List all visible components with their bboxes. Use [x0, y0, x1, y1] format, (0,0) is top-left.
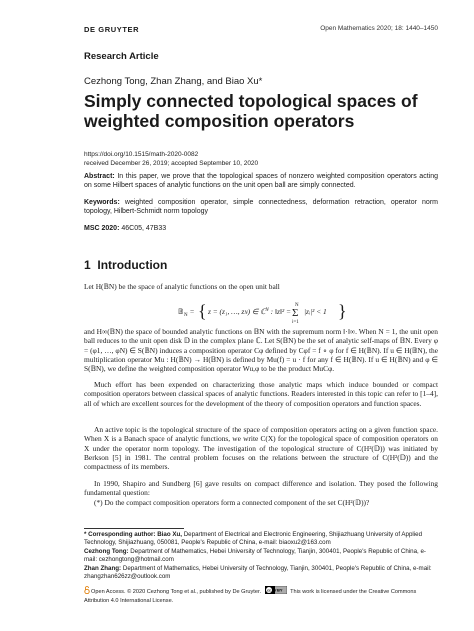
- received-dates: received December 26, 2019; accepted September 10, 2020: [84, 160, 259, 167]
- license-footer: [84, 586, 438, 605]
- svg-text:z = (z₁, …, zN) ∈ ℂN : ‖z‖² =: z = (z₁, …, zN) ∈ ℂ$^N$ : ‖z‖² =: [208, 307, 291, 316]
- svg-text:=: =: [190, 307, 195, 316]
- footnote-text: Department of Mathematics, Hebei University of Technology, Tianjin, 300401, People's Republic of China, e-mail: zhangzhan626zz@outlook.com: [84, 565, 432, 581]
- msc-label: MSC 2020:: [84, 225, 120, 232]
- article-title: Simply connected topological spaces of weighted composition operators: [84, 91, 418, 131]
- svg-text:i=1: i=1: [292, 320, 299, 325]
- paragraph-3: Much effort has been expended on characterizing those analytic maps which induce bounded or compact composition operators between classical spaces of analytic functions. Readers interested in this topic can refer to [1–4], all of which are excellent sources for the development of the theory of composition operators and function spaces.: [84, 380, 438, 408]
- svg-text:}: }: [338, 301, 347, 321]
- paragraph-1: Let H(𝔹N) be the space of analytic functions on the open unit ball: [84, 282, 280, 291]
- article-meta: [84, 150, 258, 168]
- footnote-divider: [84, 528, 184, 529]
- footnote-author-zhang: [84, 565, 438, 582]
- article-type: Research Article: [84, 51, 159, 62]
- running-header: [84, 25, 438, 37]
- section-title: Introduction: [97, 258, 168, 272]
- journal-citation: Open Mathematics 2020; 18: 1440–1450: [320, 25, 438, 32]
- paragraph-6: (*) Do the compact composition operators form a connected component of the set C(H²(𝔻))?: [94, 498, 370, 507]
- svg-text:cc BY: cc BY: [266, 588, 277, 593]
- equation-graphic: [178, 297, 348, 327]
- abstract: [84, 172, 438, 191]
- svg-text:N: N: [184, 313, 188, 318]
- footnote-corresponding-author: [84, 531, 438, 548]
- footnote-label: * Corresponding author: Biao Xu,: [84, 531, 182, 538]
- paragraph-4: An active topic is the topological structure of the space of composition operators acting on a given function space. When X is a Banach space of analytic functions, we write C(X) for the topological space of composition operators on X under the operator norm topology. The investigation of the topological structure of C(H²(𝔻)) was initiated by Berkson [5] in 1981. The central problem focuses on the relations between the structure of C(H²(𝔻)) and the compactness of its members.: [84, 425, 438, 472]
- footnote-label: Zhan Zhang:: [84, 565, 122, 572]
- license-text-left: Open Access. © 2020 Cezhong Tong et al., published by De Gruyter.: [91, 589, 262, 595]
- cc-by-badge[interactable]: [265, 586, 287, 598]
- keywords-label: Keywords:: [84, 199, 120, 206]
- paragraph-2: and H∞(𝔹N) the space of bounded analytic functions on 𝔹N with the supremum norm ‖·‖∞. When N = 1, the unit open ball reduces to the unit open disk 𝔻 in the complex plane ℂ. Let S(𝔹N) be the set of analytic self-maps of 𝔹N. Every φ = (φ1, …, φN) ∈ S(𝔹N) induces a composition operator Cφ defined by Cφf = f ∘ φ for f ∈ H(𝔹N). If u ∈ H(𝔹N), the multiplication operator Mu : H(𝔹N) → H(𝔹N) is defined by Mu(f) = u · f for any f ∈ H(𝔹N). If u ∈ H(𝔹N) and φ ∈ S(𝔹N), we define the weighted composition operator Wu,φ to be the product MuCφ.: [84, 327, 438, 374]
- keywords-text: weighted composition operator, simple connectedness, deformation retraction, operator norm topology, Hilbert-Schmidt norm topology: [84, 199, 438, 216]
- paragraph-5: In 1990, Shapiro and Sundberg [6] gave results on compact difference and isolation. They posed the following fundamental question:: [84, 479, 438, 498]
- section-heading: [84, 258, 167, 272]
- author-list: Cezhong Tong, Zhan Zhang, and Biao Xu*: [84, 76, 263, 87]
- svg-text:N: N: [295, 303, 299, 308]
- footnote-text: Department of Electrical and Electronic Engineering, Shijiazhuang University of Applied Technology, Shijiazhuang, 050081, People's Republic of China, e-mail: biaoxu2@163.com: [84, 531, 423, 547]
- abstract-label: Abstract:: [84, 173, 115, 180]
- display-equation: [178, 297, 348, 323]
- abstract-text: In this paper, we prove that the topological spaces of nonzero weighted composition operators acting on some Hilbert spaces of analytic functions on the unit open ball are simply connected.: [84, 173, 438, 190]
- msc-codes: 46C05, 47B33: [121, 225, 167, 232]
- doi-link[interactable]: https://doi.org/10.1515/math-2020-0082: [84, 151, 199, 158]
- license-text-right: This work is licensed under the Creative Commons Attribution 4.0 International License.: [84, 589, 417, 604]
- svg-text:𝔹: 𝔹: [178, 307, 184, 316]
- msc-classification: [84, 224, 438, 233]
- footnote-text: Department of Mathematics, Hebei University of Technology, Tianjin, 300401, People's Republic of China, e-mail: cezhongtong@hotmail.com: [84, 548, 426, 564]
- svg-text:BY: BY: [276, 587, 283, 593]
- svg-text:|zᵢ|² < 1: |zᵢ|² < 1: [304, 307, 327, 316]
- svg-text:Σ: Σ: [292, 307, 299, 319]
- footnote-author-tong: [84, 548, 438, 565]
- keywords: [84, 198, 438, 217]
- svg-text:{: {: [198, 301, 207, 321]
- section-number: 1: [84, 258, 91, 272]
- publisher-name: DE GRUYTER: [84, 25, 140, 34]
- footnote-label: Cezhong Tong:: [84, 548, 129, 555]
- open-access-icon: [84, 586, 90, 598]
